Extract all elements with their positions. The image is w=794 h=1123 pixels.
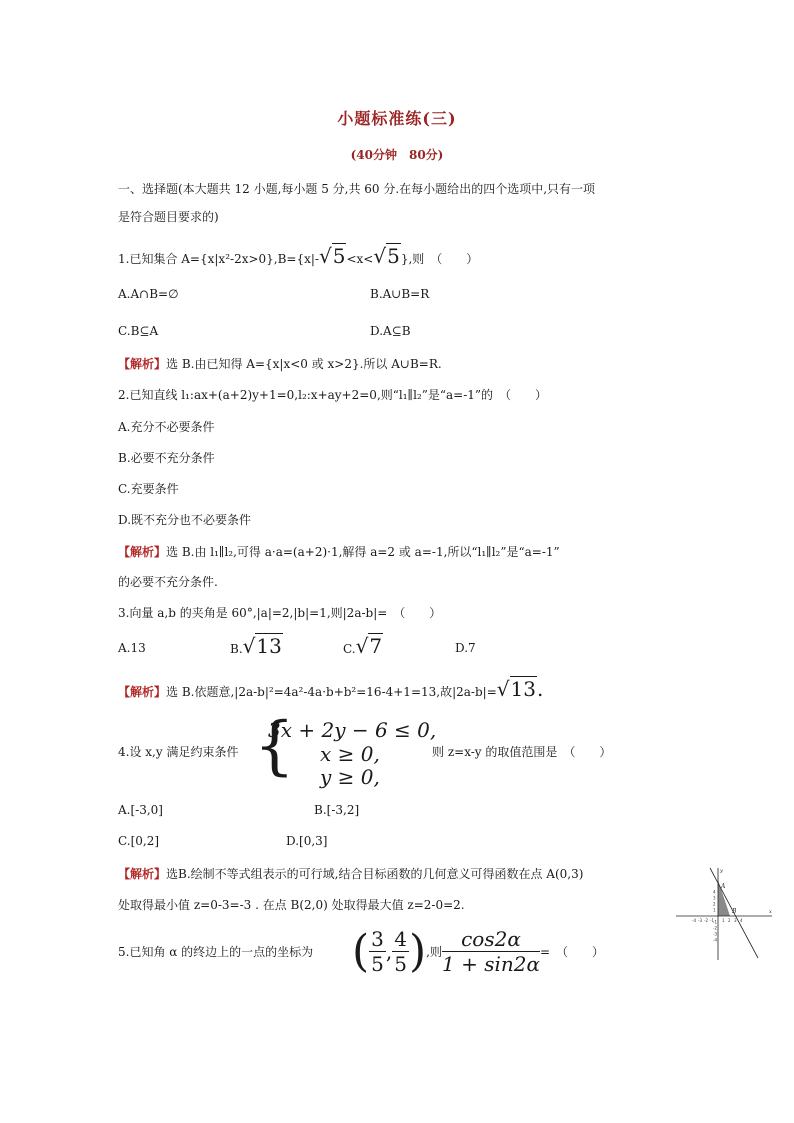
- q4-stem: 4.设 x,y 满足约束条件: [118, 745, 239, 759]
- q5-frac-1-num: 3: [371, 927, 384, 951]
- q1-sqrt-2: √5: [373, 244, 400, 268]
- q3-option-c-prefix: C.: [343, 642, 356, 656]
- x-tick-label: -4: [692, 918, 696, 923]
- q2-stem: 2.已知直线 l₁:ax+(a+2)y+1=0,l₂:x+ay+2=0,则“l₁∥l₂”是“a=-1”的 （ ）: [118, 388, 548, 402]
- q1-option-b: B.A∪B=R: [370, 287, 430, 301]
- q4-answer-line2: 处取得最小值 z=0-3=-3 . 在点 B(2,0) 处取得最大值 z=2-0=2.: [118, 898, 465, 912]
- q1-stem: [118, 244, 478, 268]
- q3-answer-rad: 13: [510, 677, 536, 701]
- x-tick-label: 1: [722, 918, 725, 923]
- point-a-label: A: [721, 883, 726, 890]
- q3-option-a: A.13: [118, 641, 146, 655]
- q3-answer-sqrt: √13: [496, 677, 536, 701]
- q5-tail: = （ ）: [539, 945, 605, 959]
- x-tick-label: -3: [698, 918, 702, 923]
- q3-option-b-rad: 13: [256, 634, 282, 658]
- q1-stem-c: },则 （ ）: [400, 252, 479, 266]
- q1-option-d: D.A⊆B: [370, 324, 411, 338]
- q1-sqrt-1: √5: [318, 244, 346, 268]
- q3-option-c-rad: 7: [369, 634, 383, 658]
- x-tick-label: 4: [740, 918, 743, 923]
- section-intro-line1: 一、选择题(本大题共 12 小题,每小题 5 分,共 60 分.在每小题给出的四个选项中,只有一项: [118, 182, 596, 196]
- q2-answer-text: 选 B.由 l₁∥l₂,可得 a·a=(a+2)·1,解得 a=2 或 a=-1,所以“l₁∥l₂”是“a=-1”: [166, 545, 560, 559]
- q2-option-d: D.既不充分也不必要条件: [118, 513, 252, 527]
- q3-option-c: [343, 634, 383, 658]
- q1-option-a: A.A∩B=∅: [118, 287, 179, 301]
- q2-answer-line2: 的必要不充分条件.: [118, 575, 218, 589]
- q3-stem: 3.向量 a,b 的夹角是 60°,|a|=2,|b|=1,则|2a-b|= （ ）: [118, 606, 442, 620]
- q4-brace: {: [254, 709, 295, 783]
- q5-frac-2-den: 5: [394, 952, 407, 976]
- q5-expression-num: cos2α: [442, 927, 540, 952]
- q4-option-d: D.[0,3]: [286, 834, 328, 848]
- y-tick-label: 3: [713, 895, 716, 901]
- q3-answer-text: 选 B.依题意,|2a-b|²=4a²-4a·b+b²=16-4+1=13,故|2a-b|=: [166, 685, 497, 699]
- q5-expression-den: 1 + sin2α: [442, 952, 540, 976]
- page-subtitle: (40分钟 80分): [350, 148, 444, 162]
- y-axis-label: y: [720, 868, 723, 874]
- q1-answer-text: 选 B.由已知得 A={x|x<0 或 x>2}.所以 A∪B=R.: [166, 357, 442, 371]
- q1-stem-a: 1.已知集合 A={x|x²-2x>0},B={x|-: [118, 252, 319, 266]
- answer-tag: 【解析】: [118, 357, 167, 371]
- q4-option-b: B.[-3,2]: [314, 803, 360, 817]
- q5-stem: 5.已知角 α 的终边上的一点的坐标为: [118, 945, 314, 959]
- y-tick-label: 2: [713, 901, 716, 907]
- x-tick-label: -2: [704, 918, 708, 923]
- q1-answer: [118, 355, 442, 372]
- q5-frac-2: [392, 927, 409, 976]
- q1-rad1: 5: [332, 244, 346, 268]
- q3-answer: [118, 677, 543, 701]
- q2-option-a: A.充分不必要条件: [118, 420, 215, 434]
- y-tick-label: -2: [713, 925, 717, 931]
- x-tick-label: -1: [710, 918, 714, 923]
- y-tick-label: 4: [713, 889, 716, 895]
- q2-option-c: C.充要条件: [118, 482, 179, 496]
- answer-tag: 【解析】: [118, 867, 167, 881]
- q4-answer-line1: [118, 865, 583, 882]
- q4-feasible-region-graph: [672, 866, 776, 962]
- q4-constraint-2: x ≥ 0,: [320, 742, 380, 766]
- q4-option-c: C.[0,2]: [118, 834, 160, 848]
- q4-option-a: A.[-3,0]: [118, 803, 163, 817]
- page-title: 小题标准练(三): [337, 109, 457, 128]
- q3-option-b-sqrt: √13: [242, 634, 282, 658]
- q3-option-b-prefix: B.: [230, 642, 243, 656]
- y-tick-label: -4: [713, 937, 717, 943]
- q4-constraint-1: 3x + 2y − 6 ≤ 0,: [268, 718, 437, 742]
- x-tick-label: 3: [734, 918, 737, 923]
- q3-option-d: D.7: [455, 641, 476, 655]
- q3-option-c-sqrt: √7: [355, 634, 383, 658]
- q4-constraint-3: y ≥ 0,: [320, 765, 380, 789]
- q5-frac-2-num: 4: [394, 927, 407, 951]
- y-tick-label: 1: [713, 907, 716, 913]
- answer-tag: 【解析】: [118, 545, 167, 559]
- q5-point: ( $\frac{3}{5}$ , $\frac{4}{5}$ ),则 $\frac{\cos 2\alpha}{1 + \sin 2\alpha}$ = （ ）: [352, 926, 605, 977]
- answer-tag: 【解析】: [118, 685, 167, 699]
- q4-stem-tail: 则 z=x-y 的取值范围是 （ ）: [432, 745, 612, 759]
- q1-option-c: C.B⊆A: [118, 324, 159, 338]
- y-tick-label: -1: [713, 919, 717, 925]
- point-b-label: B: [732, 908, 737, 915]
- q2-answer-line1: [118, 543, 560, 560]
- x-tick-label: 2: [728, 918, 731, 923]
- q1-stem-b: <x<: [346, 252, 374, 266]
- x-axis-label: x: [769, 909, 772, 915]
- q4-answer-text: 选B.绘制不等式组表示的可行域,结合目标函数的几何意义可得函数在点 A(0,3): [166, 867, 584, 881]
- q5-frac-1: [369, 927, 386, 976]
- section-intro-line2: 是符合题目要求的): [118, 210, 219, 224]
- q5-frac-1-den: 5: [371, 952, 384, 976]
- q5-mid: ,则: [426, 945, 442, 959]
- q5-expression: [442, 927, 540, 976]
- q1-rad2: 5: [387, 244, 400, 268]
- y-tick-label: -3: [713, 931, 717, 937]
- q3-option-b: [230, 634, 283, 658]
- q2-option-b: B.必要不充分条件: [118, 451, 215, 465]
- q3-answer-end: .: [536, 677, 544, 701]
